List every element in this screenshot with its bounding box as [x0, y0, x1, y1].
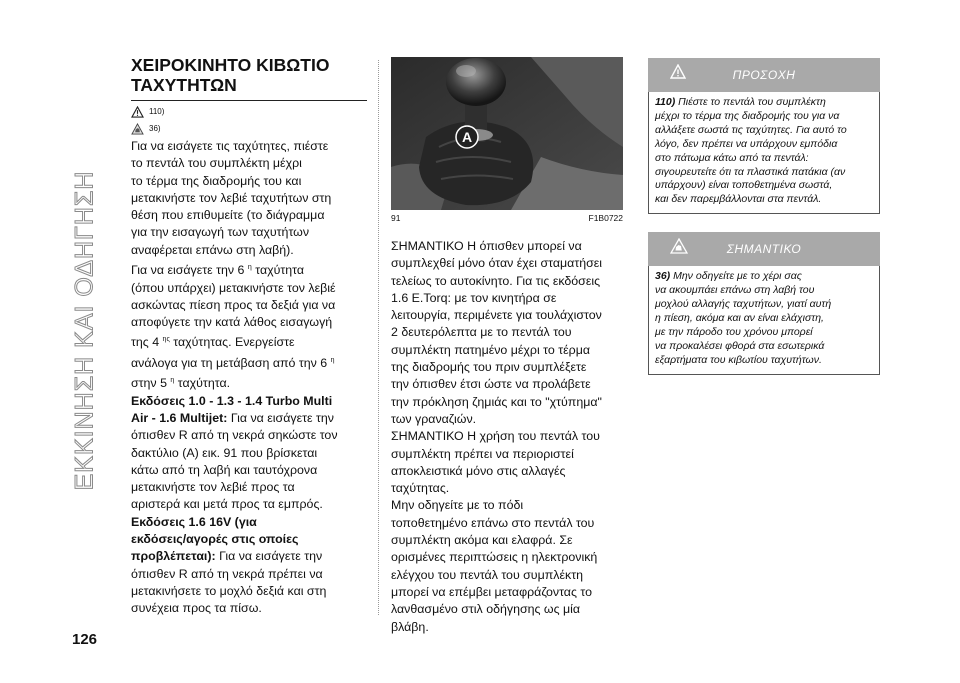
figure-number: 91 — [391, 213, 401, 223]
hand-icon — [670, 238, 688, 254]
title-rule — [131, 100, 367, 101]
column-2-text: ΣΗΜΑΝΤΙΚΟ Η όπισθεν μπορεί να συμπλεχθεί μόνο όταν έχει σταματήσει τελείως το αυτοκίνητο. Για τις εκδόσεις 1.6 E.Torq: με τον κινητήρα σε λειτουργία, περιμένετε για τουλάχιστον 2 δευτερόλεπτα με το πεντάλ του συμπλέκτη πατημένο μέχρι το τέρμα της διαδρομής του πριν συμπλέξετε την όπισθεν έτσι ώστε να προλάβετε την πρόκληση ζημιάς και το "χτύπημα" των γραναζιών. ΣΗΜΑΝΤΙΚΟ Η χρήση του πεντάλ του συμπλέκτη πρέπει να περιοριστεί αποκλειστικά μόνο στις αλλαγές ταχύτητας. Μην οδηγείτε με το πόδι τοποθετημένο επάνω στο πεντάλ του συμπλέκτη ακόμα και ελαφρά. Σε ορισμένες περιπτώσεις η ηλεκτρονική ελέγχου του πεντάλ του συμπλέκτη μπορεί να επέμβει μεταφράζοντας το λανθασμένο στιλ οδήγησης ως μία βλάβη. — [391, 239, 603, 634]
figure-caption — [391, 213, 623, 223]
figure-callout-label: A — [461, 129, 473, 145]
gear-lever-illustration — [391, 57, 623, 210]
column-3 — [648, 58, 880, 375]
warning-triangle-icon — [670, 64, 686, 80]
important-box-body: 36) Μην οδηγείτε με το χέρι σας να ακουμπάει επάνω στη λαβή του μοχλού αλλαγής ταχυτήτων, γιατί αυτή η πίεση, ακόμα και αν είναι ελάχιστη, με την πάροδο του χρόνου μπορεί να προκαλέσει φθορά στα εσωτερικά εξαρτήματα του κιβωτίου ταχυτήτων. — [648, 266, 880, 374]
column-1-text: Για να εισάγετε τις ταχύτητες, πιέστε το πεντάλ του συμπλέκτη μέχρι το τέρμα της διαδρομής του και μετακινήστε τον λεβιέ ταχυτήτων στη θέση που επιθυμείτε (το διάγραμμα για την εισαγωγή των ταχυτήτων αναφέρεται επάνω στη λαβή). Για να εισάγετε την 6 $^\eta$ ταχύτητα (όπου υπάρχει) μετακινήστε τον λεβιέ ασκώντας πίεση προς τα δεξιά για να αποφύγετε την κατά λάθος εισαγωγή της 4 $^{\eta\varsigma}$ ταχύτητας. Ενεργείστε ανάλογα για τη μετάβαση από την 6 $^\eta$ στην 5 $^\eta$ ταχύτητα. Εκδόσεις 1.0 - 1.3 - 1.4 Turbo Multi Air - 1.6 Multijet: Για να εισάγετε την όπισθεν R από τη νεκρά σηκώστε τον δακτύλιο (A) εικ. 91 που βρίσκεται κάτω από τη λαβή και ταυτόχρονα μετακινήστε τον λεβιέ προς τα αριστερά και μετά προς τα εμπρός. Εκδόσεις 1.6 16V (για εκδόσεις/αγορές στις οποίες προβλέπεται): Για να εισάγετε την όπισθεν R από τη νεκρά πρέπει να μετακινήσετε το μοχλό δεξιά και στη συνέχεια προς τα πίσω. — [131, 139, 338, 616]
section-title: ΧΕΙΡΟΚΙΝΗΤΟ ΚΙΒΩΤΙΟ ΤΑΧΥΤΗΤΩΝ — [131, 55, 330, 95]
warning-triangle-icon — [131, 106, 144, 118]
page-number: 126 — [72, 631, 98, 648]
side-section-title: ΕΚΚΙΝΗΣΗ ΚΑΙ ΟΔΗΓΗΣΗ — [70, 170, 99, 490]
important-box-header: ΣΗΜΑΝΤΙΚΟ — [648, 232, 880, 266]
column-divider — [378, 60, 379, 615]
figure-code: F1B0722 — [588, 213, 623, 223]
hand-icon — [131, 123, 144, 135]
gear-lever-photo — [391, 57, 623, 210]
important-reference: 36) — [131, 122, 367, 135]
warning-box-header: ΠΡΟΣΟΧΗ — [648, 58, 880, 92]
warning-reference: 110) — [131, 105, 367, 118]
column-1 — [131, 55, 367, 618]
warning-box-body: 110) Πιέστε το πεντάλ του συμπλέκτη μέχρι το τέρμα της διαδρομής του για να αλλάξετε σωστά τις ταχύτητες. Για αυτό το λόγο, δεν πρέπει να υπάρχουν εμπόδια στο πάτωμα κάτω από τα πεντάλ: σιγουρευτείτε ότι τα πλαστικά πατάκια (αν υπάρχουν) είναι τοποθετημένα σωστά, και δεν παρεμβάλλονται στα πεντάλ. — [648, 92, 880, 214]
